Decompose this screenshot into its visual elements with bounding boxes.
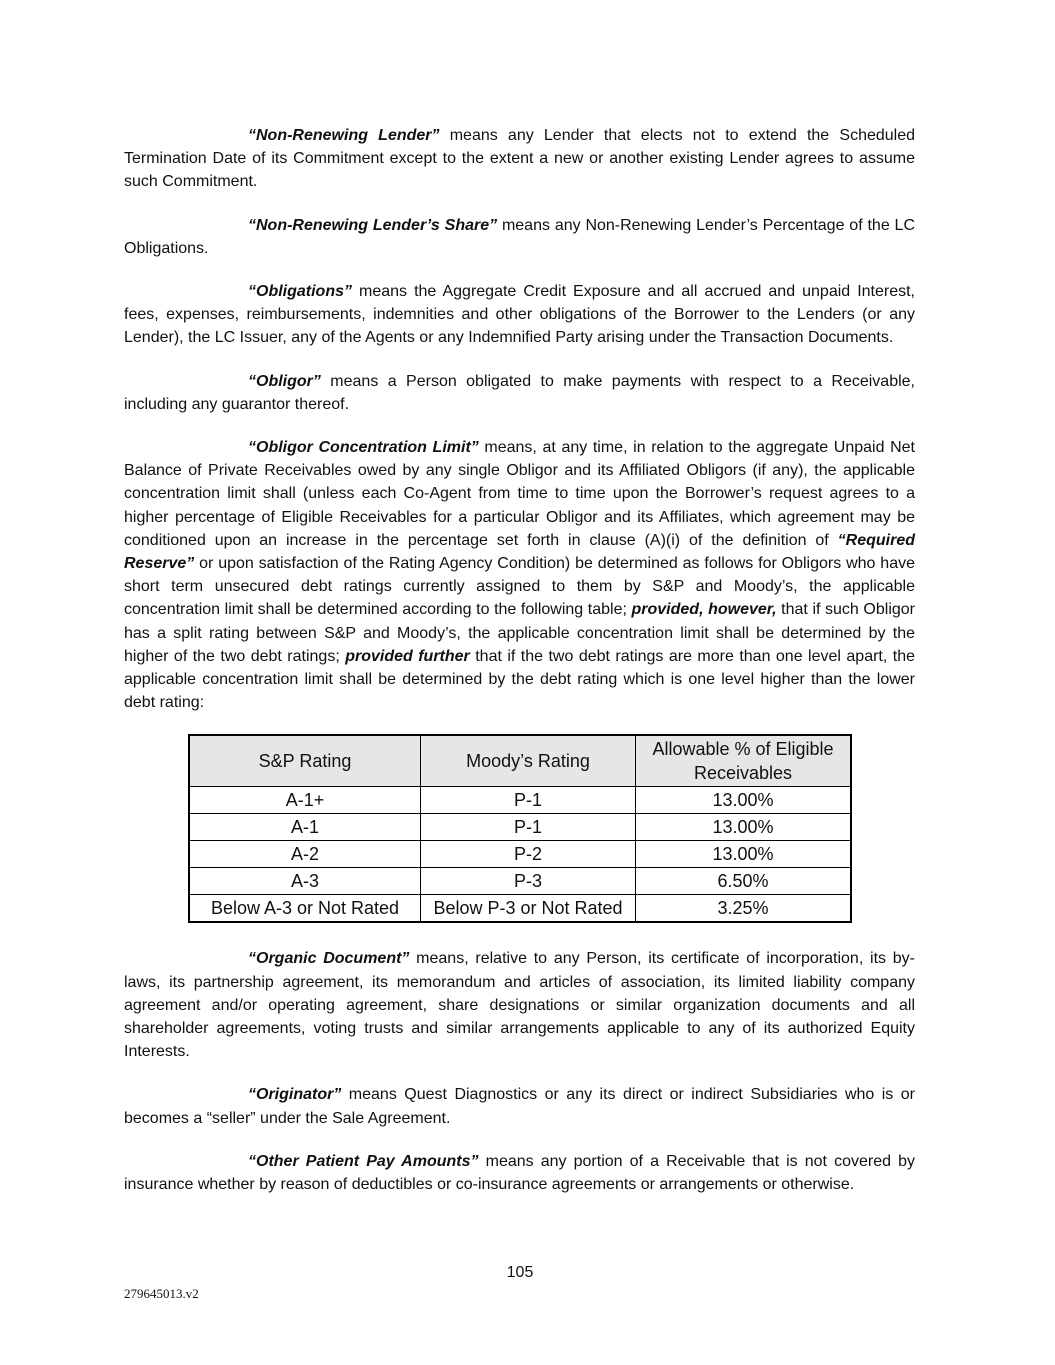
definition-text: that if such Obligor has a split rating between S&P and Moody’s, the applicable concentration limit shall be determined by the higher of the two debt ratings; [124,601,915,665]
defined-term: “Non-Renewing Lender” [248,127,440,144]
defined-term: “Other Patient Pay Amounts” [248,1152,479,1170]
concentration-limit-table [188,734,852,923]
document-id: 279645013.v2 [124,1286,199,1301]
table-row [189,787,851,814]
definition-text: or upon satisfaction of the Rating Agency Condition) be determined as follows for Obligors who have short term unsecured debt ratings currently assigned to them by S&P and Moody’s, the applicable concentration limit shall be determined according to the following table; [124,555,915,619]
table-header-cell: Moody’s Rating [421,735,636,787]
table-row [189,841,851,868]
definition-text: means Quest Diagnostics or any its direct or indirect Subsidiaries who is or becomes a “seller” under the Sale Agreement. [124,1086,915,1127]
table-row [189,895,851,923]
defined-term: “Obligor” [248,372,321,390]
table-cell: Below P-3 or Not Rated [421,895,636,923]
definition-text: means a Person obligated to make payments with respect to a Receivable, including any guarantor thereof. [124,372,915,413]
defined-term: “Non-Renewing Lender’s Share” [248,216,498,234]
page-number: 105 [506,1264,534,1281]
defined-term: “Originator” [248,1086,342,1104]
definition-paragraph [124,1150,915,1196]
definition-text: means, relative to any Person, its certificate of incorporation, its by-laws, its partnership agreement, its memorandum and articles of association, its limited liability company agreement and/or operating agreement, share designations or similar organization documents and all shareholder agreements, voting trusts and similar arrangements applicable to any of its authorized Equity Interests. [124,950,915,1061]
defined-term: “Obligations” [248,283,352,301]
table-cell: 13.00% [636,841,852,868]
definition-paragraph [124,947,915,1063]
table-cell: P-3 [421,868,636,895]
proviso-label: provided, however, [631,601,777,619]
table-cell: 6.50% [636,868,852,895]
proviso-label: provided further [345,647,470,665]
document-body [124,124,915,1216]
table-cell: 13.00% [636,814,852,841]
table-cell: 13.00% [636,787,852,814]
definition-paragraph [124,370,915,416]
cross-reference-term: “Required Reserve” [124,531,915,573]
definition-text: means any portion of a Receivable that is not covered by insurance whether by reason of deductibles or co-insurance agreements or arrangements or otherwise. [124,1152,916,1194]
table-cell: 3.25% [636,895,852,923]
definition-paragraph [124,124,915,194]
table-cell: Below A-3 or Not Rated [189,895,421,923]
definition-paragraph [124,214,915,260]
definition-paragraph [124,1083,915,1129]
table-cell: A-1 [189,814,421,841]
table-header-cell: Allowable % of Eligible Receivables [636,735,852,787]
table-header-row [189,735,851,787]
definition-text: means any Non-Renewing Lender’s Percentage of the LC Obligations. [124,216,915,257]
table-row [189,868,851,895]
table-cell: P-1 [421,787,636,814]
table-cell: A-1+ [189,787,421,814]
table-cell: A-3 [189,868,421,895]
definition-text: that if the two debt ratings are more than one level apart, the applicable concentration limit shall be determined by the debt rating which is one level higher than the lower debt rating: [124,647,915,712]
table-cell: P-2 [421,841,636,868]
obligor-concentration-paragraph [124,436,915,714]
definition-paragraph [124,280,915,350]
table-header-cell: S&P Rating [189,735,421,787]
table-cell: P-1 [421,814,636,841]
defined-term: “Obligor Concentration Limit” [248,439,479,457]
definition-text: means any Lender that elects not to extend the Scheduled Termination Date of its Commitment except to the extent a new or another existing Lender agrees to assume such Commitment. [124,127,916,191]
defined-term: “Organic Document” [248,950,410,968]
table-cell: A-2 [189,841,421,868]
definition-text: means, at any time, in relation to the aggregate Unpaid Net Balance of Private Receivables owed by any single Obligor and its Affiliated Obligors (if any), the applicable concentration limit shall (unless each Co-Agent from time to time upon the Borrower’s request agrees to a higher percentage of Eligible Receivables for a particular Obligor and its Affiliates, which agreement may be conditioned upon an increase in the percentage set forth in clause (A)(i) of the definition of [124,439,916,549]
definition-text: means the Aggregate Credit Exposure and all accrued and unpaid Interest, fees, expenses, reimbursements, indemnities and other obligations of the Borrower to the Lenders (or any Lender), the LC Issuer, any of the Agents or any Indemnified Party arising under the Transaction Documents. [124,283,915,347]
table-row [189,814,851,841]
